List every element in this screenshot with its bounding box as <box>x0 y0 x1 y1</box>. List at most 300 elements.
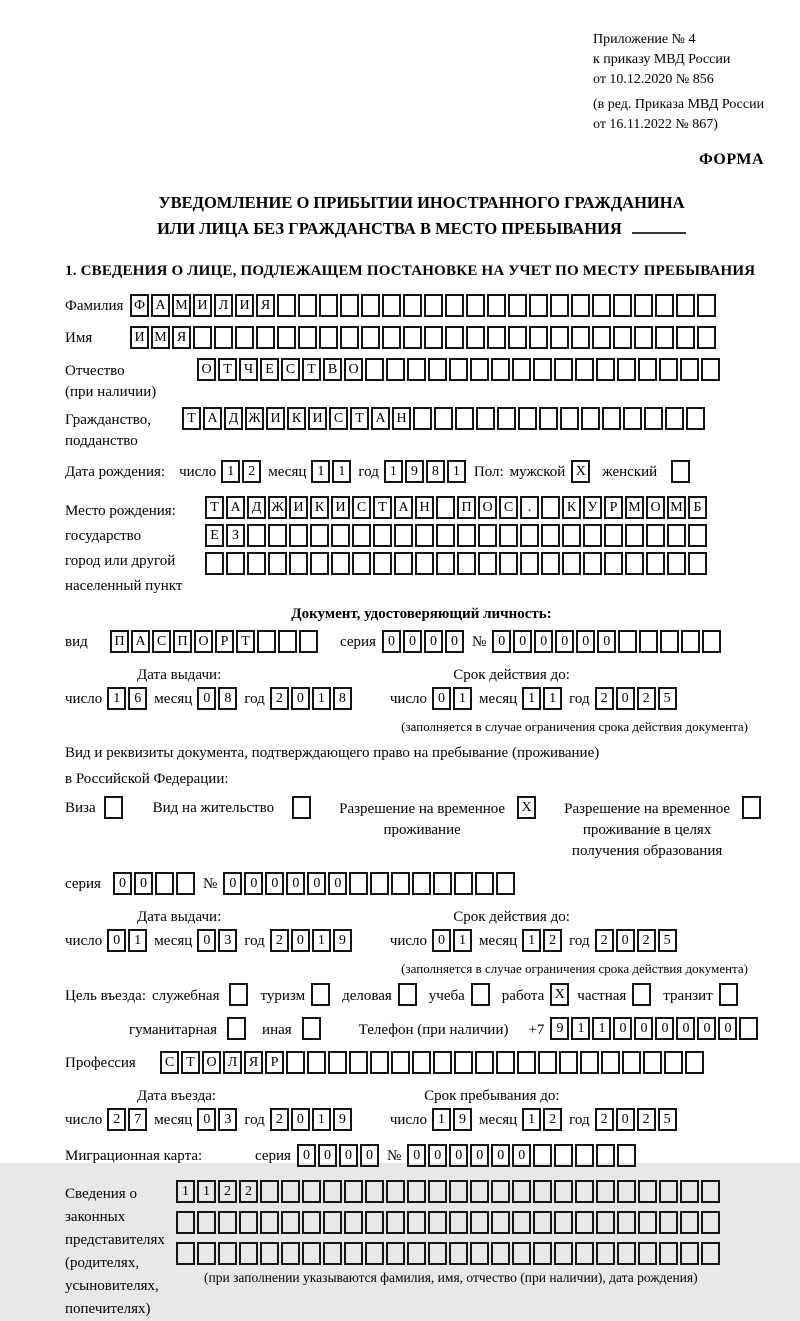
form-cell: 9 <box>333 929 352 952</box>
form-cell: Т <box>181 1051 200 1074</box>
stay-until-header: Срок пребывания до: <box>424 1088 560 1104</box>
year-label: год <box>569 690 590 707</box>
form-cell: А <box>394 496 413 519</box>
form-label: ФОРМА <box>698 151 764 169</box>
doc-series-cells <box>382 630 466 653</box>
form-cell <box>517 1051 536 1074</box>
form-cell: 1 <box>592 1017 611 1040</box>
form-cell: Д <box>224 407 243 430</box>
form-cell <box>520 524 539 547</box>
form-cell <box>617 358 636 381</box>
representatives-label-line: законных <box>65 1208 126 1225</box>
doc-issue-year-cells <box>270 687 354 710</box>
representatives-cells-row3 <box>176 1242 722 1265</box>
representatives-label-line: (родителях, <box>65 1254 140 1271</box>
form-cell: 0 <box>197 687 216 710</box>
residence-doc-date-headers <box>65 908 778 927</box>
form-cell: В <box>323 358 342 381</box>
day-label: число <box>389 1111 428 1128</box>
form-cell <box>176 1242 195 1265</box>
residence-issue-year-cells <box>270 929 354 952</box>
form-cell: 2 <box>637 929 656 952</box>
form-cell: 0 <box>718 1017 737 1040</box>
form-cell <box>424 294 443 317</box>
form-cell: 8 <box>218 687 237 710</box>
migration-card-row <box>65 1144 778 1172</box>
form-cell <box>539 407 558 430</box>
form-cell: 1 <box>447 460 466 483</box>
representatives-cells-row1 <box>176 1180 722 1203</box>
form-cell <box>310 552 329 575</box>
form-cell: 0 <box>360 1144 379 1167</box>
form-cell <box>470 1242 489 1265</box>
form-cell <box>281 1242 300 1265</box>
form-cell <box>550 294 569 317</box>
form-cell: 2 <box>270 929 289 952</box>
form-cell <box>475 872 494 895</box>
form-cell <box>625 552 644 575</box>
form-cell <box>688 524 707 547</box>
form-cell <box>457 524 476 547</box>
form-cell: О <box>194 630 213 653</box>
purpose-business-label: деловая <box>342 988 392 1004</box>
form-cell <box>681 630 700 653</box>
form-cell: 0 <box>382 630 401 653</box>
form-cell: А <box>371 407 390 430</box>
form-cell <box>702 630 721 653</box>
form-cell: 5 <box>658 1108 677 1131</box>
residence-series-cells <box>113 872 197 895</box>
form-cell: А <box>151 294 170 317</box>
form-cell <box>176 872 195 895</box>
birthdate-label: Дата рождения: <box>65 464 166 481</box>
form-cell: 0 <box>597 630 616 653</box>
form-cell <box>560 407 579 430</box>
form-cell <box>155 872 174 895</box>
residence-series-label: серия <box>65 876 101 892</box>
form-cell <box>311 983 330 1006</box>
entry-purpose-row2 <box>129 1017 778 1045</box>
day-label: число <box>65 690 103 707</box>
residence-expiry-day-cells <box>432 929 474 952</box>
form-cell: 2 <box>595 687 614 710</box>
form-cell <box>449 358 468 381</box>
form-cell: 2 <box>239 1180 258 1203</box>
form-cell <box>436 552 455 575</box>
doc-expiry-year-cells <box>595 687 679 710</box>
form-cell <box>613 294 632 317</box>
form-cell <box>688 552 707 575</box>
form-cell <box>323 1180 342 1203</box>
form-cell: 1 <box>453 687 472 710</box>
form-cell <box>428 1180 447 1203</box>
form-cell <box>596 358 615 381</box>
form-cell <box>571 294 590 317</box>
form-cell: И <box>235 294 254 317</box>
form-cell <box>583 552 602 575</box>
representatives-label-line: усыновителях, <box>65 1277 159 1294</box>
form-cell: 0 <box>576 630 595 653</box>
form-cell: 0 <box>291 929 310 952</box>
form-cell: Ф <box>130 294 149 317</box>
form-cell: 0 <box>297 1144 316 1167</box>
form-cell: 0 <box>134 872 153 895</box>
form-cell <box>394 524 413 547</box>
form-cell <box>638 358 657 381</box>
form-cell <box>665 407 684 430</box>
form-cell <box>697 326 716 349</box>
form-cell <box>602 407 621 430</box>
form-cell <box>496 872 515 895</box>
form-cell <box>424 326 443 349</box>
patronymic-label-line1: Отчество <box>65 363 125 380</box>
purpose-other-label: иная <box>262 1022 292 1038</box>
form-cell <box>646 552 665 575</box>
representatives-label <box>65 1180 176 1321</box>
form-cell <box>247 524 266 547</box>
expiry-note: (заполняется в случае ограничения срока действия документа) <box>401 718 748 734</box>
form-cell <box>471 983 490 1006</box>
form-cell <box>239 1242 258 1265</box>
form-cell: 0 <box>555 630 574 653</box>
birthplace-label-line: город или другой <box>65 553 176 570</box>
form-cell: 2 <box>543 929 562 952</box>
form-cell <box>617 1242 636 1265</box>
form-cell: 5 <box>658 687 677 710</box>
form-cell <box>412 872 431 895</box>
form-cell: Р <box>604 496 623 519</box>
form-cell: 0 <box>107 929 126 952</box>
form-cell <box>508 294 527 317</box>
form-cell <box>499 524 518 547</box>
form-cell <box>278 630 297 653</box>
form-cell <box>361 294 380 317</box>
doc-kind-cells <box>110 630 320 653</box>
form-cell: 0 <box>265 872 284 895</box>
residence-doc-options <box>65 796 778 862</box>
form-cell: Л <box>223 1051 242 1074</box>
form-cell <box>373 524 392 547</box>
purpose-business-checkbox <box>398 983 419 1006</box>
identity-doc-kind-row <box>65 630 778 658</box>
purpose-tourism-label: туризм <box>260 988 306 1004</box>
form-cell <box>413 407 432 430</box>
form-cell <box>277 326 296 349</box>
form-cell <box>407 1211 426 1234</box>
profession-cells <box>160 1051 706 1074</box>
form-cell <box>680 1242 699 1265</box>
form-cell <box>638 1242 657 1265</box>
form-cell <box>218 1211 237 1234</box>
form-cell <box>398 983 417 1006</box>
form-cell <box>349 1051 368 1074</box>
form-cell: О <box>202 1051 221 1074</box>
form-cell: 7 <box>128 1108 147 1131</box>
form-cell: 0 <box>328 872 347 895</box>
form-cell <box>676 326 695 349</box>
form-cell <box>655 326 674 349</box>
form-cell <box>197 1211 216 1234</box>
form-cell <box>632 983 651 1006</box>
sex-male-checkbox <box>571 460 592 483</box>
form-cell <box>457 552 476 575</box>
form-cell: 1 <box>311 460 330 483</box>
form-cell <box>365 1242 384 1265</box>
form-cell: 6 <box>128 687 147 710</box>
form-cell <box>226 552 245 575</box>
appendix-line: Приложение № 4 <box>593 32 696 47</box>
form-cell <box>475 1051 494 1074</box>
temporary-residence-checkbox <box>517 796 538 819</box>
month-label: месяц <box>268 464 307 481</box>
form-cell: 0 <box>449 1144 468 1167</box>
form-cell <box>604 524 623 547</box>
year-label: год <box>358 464 379 481</box>
form-cell <box>176 1211 195 1234</box>
form-cell: 0 <box>634 1017 653 1040</box>
form-cell <box>470 358 489 381</box>
form-cell <box>289 552 308 575</box>
doc-expiry-month-cells <box>522 687 564 710</box>
purpose-tourism-checkbox <box>311 983 332 1006</box>
form-cell <box>497 407 516 430</box>
form-cell: 0 <box>616 687 635 710</box>
residence-doc-text-line1: Вид и реквизиты документа, подтверждающего право на пребывание (проживание) <box>65 745 600 761</box>
title-line-1: УВЕДОМЛЕНИЕ О ПРИБЫТИИ ИНОСТРАННОГО ГРАЖДАНИНА <box>158 193 685 213</box>
entry-purpose-row1 <box>65 983 778 1011</box>
month-label: месяц <box>154 932 193 949</box>
form-cell <box>622 1051 641 1074</box>
form-cell: Т <box>205 496 224 519</box>
birthplace-cell-rows <box>205 496 709 580</box>
entry-year-cells <box>270 1108 354 1131</box>
form-cell <box>701 1242 720 1265</box>
form-cell: 0 <box>432 929 451 952</box>
form-cell: А <box>203 407 222 430</box>
form-cell: 0 <box>424 630 443 653</box>
purpose-transit-checkbox <box>719 983 740 1006</box>
form-cell: 0 <box>697 1017 716 1040</box>
form-cell: Ж <box>268 496 287 519</box>
entry-purpose-label: Цель въезда: <box>65 988 146 1004</box>
form-cell: 2 <box>270 687 289 710</box>
form-cell: Т <box>350 407 369 430</box>
form-cell: М <box>151 326 170 349</box>
form-cell: Л <box>214 294 233 317</box>
form-cell <box>386 358 405 381</box>
day-label: число <box>179 464 217 481</box>
form-cell <box>487 294 506 317</box>
form-cell: 2 <box>270 1108 289 1131</box>
form-cell: 1 <box>543 687 562 710</box>
form-cell: Т <box>236 630 255 653</box>
form-cell: 0 <box>432 687 451 710</box>
form-cell <box>554 1180 573 1203</box>
form-cell: 0 <box>492 630 511 653</box>
sex-female-label: женский <box>602 464 658 481</box>
form-cell <box>623 407 642 430</box>
form-cell <box>512 1211 531 1234</box>
form-cell <box>449 1211 468 1234</box>
form-cell <box>407 1242 426 1265</box>
form-cell: 0 <box>286 872 305 895</box>
form-cell: И <box>289 496 308 519</box>
form-cell: 1 <box>312 929 331 952</box>
doc-expiry-day-cells <box>432 687 474 710</box>
form-cell <box>487 326 506 349</box>
visa-checkbox <box>104 796 125 819</box>
form-cell <box>499 552 518 575</box>
form-cell <box>742 796 761 819</box>
form-cell <box>214 326 233 349</box>
form-cell <box>445 326 464 349</box>
form-cell <box>370 872 389 895</box>
form-cell <box>428 1211 447 1234</box>
field-profession-row <box>65 1051 778 1079</box>
form-cell: С <box>329 407 348 430</box>
form-cell <box>104 796 123 819</box>
form-cell <box>478 552 497 575</box>
title-line-2: ИЛИ ЛИЦА БЕЗ ГРАЖДАНСТВА В МЕСТО ПРЕБЫВАНИЯ <box>157 218 622 238</box>
form-cell: Д <box>247 496 266 519</box>
form-cell <box>643 1051 662 1074</box>
profession-label: Профессия <box>65 1055 136 1071</box>
form-cell <box>323 1211 342 1234</box>
form-cell <box>382 326 401 349</box>
form-cell <box>403 326 422 349</box>
form-cell: 1 <box>522 1108 541 1131</box>
form-cell <box>646 524 665 547</box>
form-cell <box>340 294 359 317</box>
form-cell <box>680 358 699 381</box>
form-cell: 0 <box>655 1017 674 1040</box>
form-cell <box>529 326 548 349</box>
form-cell <box>554 358 573 381</box>
page-title <box>65 190 778 241</box>
form-cell <box>491 1180 510 1203</box>
form-cell <box>596 1211 615 1234</box>
form-cell <box>449 1180 468 1203</box>
form-cell <box>298 294 317 317</box>
sex-female-checkbox <box>671 460 692 483</box>
form-cell: П <box>110 630 129 653</box>
form-cell <box>466 326 485 349</box>
form-cell <box>508 326 527 349</box>
form-cell: 2 <box>595 1108 614 1131</box>
form-cell: X <box>517 796 536 819</box>
form-cell <box>680 1180 699 1203</box>
form-cell <box>394 552 413 575</box>
day-label: число <box>389 932 428 949</box>
form-cell <box>466 294 485 317</box>
month-label: месяц <box>479 932 518 949</box>
field-birthdate-row <box>65 460 778 488</box>
form-cell <box>391 872 410 895</box>
purpose-humanitarian-checkbox <box>227 1017 248 1040</box>
form-cell <box>391 1051 410 1074</box>
option-residence-permit <box>153 796 313 824</box>
form-cell <box>512 1180 531 1203</box>
issue-date-header: Дата выдачи: <box>137 909 222 925</box>
form-cell <box>292 796 311 819</box>
form-cell <box>415 552 434 575</box>
form-cell: 1 <box>312 1108 331 1131</box>
form-cell: 0 <box>616 929 635 952</box>
form-cell <box>370 1051 389 1074</box>
representatives-label-line: Сведения о <box>65 1185 137 1202</box>
day-label: число <box>389 690 428 707</box>
form-cell <box>415 524 434 547</box>
migration-card-label: Миграционная карта: <box>65 1147 203 1164</box>
form-cell: К <box>310 496 329 519</box>
form-cell <box>454 1051 473 1074</box>
form-cell <box>298 326 317 349</box>
form-cell: 5 <box>658 929 677 952</box>
form-cell <box>638 1180 657 1203</box>
form-cell <box>638 1211 657 1234</box>
expiry-date-header: Срок действия до: <box>453 909 570 925</box>
form-cell: 0 <box>676 1017 695 1040</box>
form-cell <box>664 1051 683 1074</box>
form-cell <box>302 1180 321 1203</box>
form-cell: 2 <box>637 687 656 710</box>
doc-kind-label: вид <box>65 634 88 650</box>
form-cell <box>476 407 495 430</box>
form-cell: М <box>172 294 191 317</box>
entry-day-cells <box>107 1108 149 1131</box>
patronymic-label-line2: (при наличии) <box>65 384 157 401</box>
representatives-label-line: попечителях) <box>65 1300 151 1317</box>
birthplace-label <box>65 496 205 599</box>
temporary-residence-education-label: Разрешение на временное проживание в целях получения образования <box>564 801 731 859</box>
form-cell <box>373 552 392 575</box>
option-temporary-residence-education <box>558 796 763 862</box>
expiry-date-header: Срок действия до: <box>453 667 570 683</box>
form-cell <box>533 1242 552 1265</box>
form-cell: X <box>571 460 590 483</box>
form-cell <box>434 407 453 430</box>
form-cell: И <box>308 407 327 430</box>
form-cell: Я <box>172 326 191 349</box>
form-cell: С <box>160 1051 179 1074</box>
form-cell <box>412 1051 431 1074</box>
form-cell: С <box>352 496 371 519</box>
patronymic-cells <box>197 358 722 381</box>
form-cell <box>491 1211 510 1234</box>
entry-date-header: Дата въезда: <box>137 1088 217 1104</box>
form-cell: К <box>287 407 306 430</box>
form-cell <box>340 326 359 349</box>
birthplace-cells-row3 <box>205 552 709 575</box>
form-cell <box>554 1144 573 1167</box>
entry-date-headers <box>65 1087 778 1106</box>
form-cell <box>478 524 497 547</box>
form-cell <box>277 294 296 317</box>
form-cell <box>659 1180 678 1203</box>
form-cell: Ж <box>245 407 264 430</box>
form-cell <box>592 326 611 349</box>
until-day-cells <box>432 1108 474 1131</box>
form-cell: З <box>226 524 245 547</box>
month-label: месяц <box>479 690 518 707</box>
form-cell <box>299 630 318 653</box>
birthplace-cells-row1 <box>205 496 709 519</box>
form-cell <box>618 630 637 653</box>
form-cell <box>697 294 716 317</box>
form-cell: 9 <box>550 1017 569 1040</box>
phone-cells <box>550 1017 760 1040</box>
citizenship-label-line1: Гражданство, <box>65 412 152 429</box>
